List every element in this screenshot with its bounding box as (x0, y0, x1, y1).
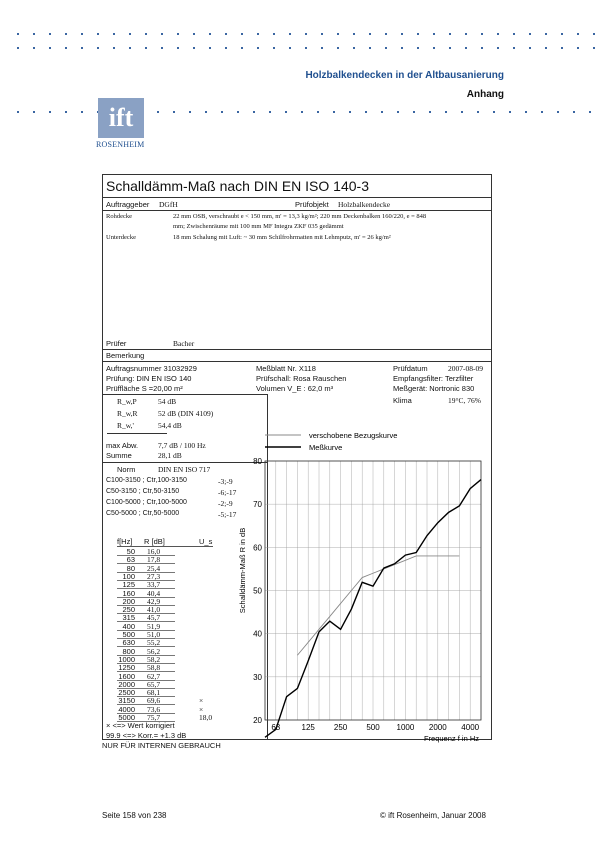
norm-value: DIN EN ISO 717 (158, 465, 211, 474)
table-r-value: 58,8 (147, 663, 161, 673)
table-r-value: 58,2 (147, 654, 161, 664)
rwp-label: R_w,P (117, 397, 137, 406)
dot-row-lower-right (150, 111, 600, 113)
rwr-label: R_w,R (117, 409, 138, 418)
norm-label: Norm (117, 465, 136, 474)
x-tick-label: 4000 (461, 723, 480, 732)
volumen: Volumen V_E : 62,0 m³ (256, 384, 334, 393)
table-r-value: 27,3 (147, 571, 161, 581)
pruefschall: Prüfschall: Rosa Rauschen (256, 374, 347, 383)
table-freq: 315 (122, 613, 135, 623)
table-r-value: 25,4 (147, 563, 161, 573)
table-freq: 250 (122, 605, 135, 615)
table-r-value: 16,0 (147, 547, 161, 556)
table-freq: 2500 (118, 688, 135, 698)
table-freq: 1000 (118, 654, 135, 664)
table-note-corrected: × <=> Wert korrigiert (106, 721, 175, 730)
table-freq: 500 (122, 630, 135, 639)
messgeraet: Meßgerät: Nortronic 830 (393, 384, 475, 393)
rwr-value: 52 dB (DIN 4109) (158, 409, 214, 418)
pruefer-value: Bacher (173, 339, 195, 348)
x-tick-label: 125 (301, 723, 315, 732)
pruefobjekt-value: Holzbalkendecke (338, 200, 391, 209)
klima-value: 19°C, 76% (448, 396, 481, 405)
table-freq: 50 (126, 547, 135, 556)
table-freq: 200 (122, 596, 135, 606)
c1-value: -3;-9 (218, 477, 233, 486)
table-r-value: 51,0 (147, 630, 161, 639)
table-r-value: 17,8 (147, 555, 161, 565)
y-tick-label: 60 (253, 543, 262, 553)
logo-subtext: ROSENHEIM (96, 140, 145, 149)
table-note-correction: 99.9 <=> Korr.= +1.3 dB (106, 731, 187, 740)
table-r-value: 68,1 (147, 688, 161, 698)
c4-label: C50-5000 ; Ctr,50-5000 (106, 510, 180, 517)
reference-curve (297, 556, 459, 655)
table-r-value: 55,2 (147, 638, 161, 648)
c4-value: -5;-17 (218, 510, 237, 519)
test-sheet (102, 174, 492, 743)
x-tick-label: 1000 (396, 723, 415, 732)
pruefobjekt-label: Prüfobjekt (295, 200, 329, 209)
ift-logo (98, 98, 144, 152)
dot-row-middle (10, 47, 600, 49)
table-r-value: 65,7 (147, 679, 161, 689)
x-axis-label: Frequenz f in Hz (423, 734, 479, 743)
table-r-value: 41,0 (147, 605, 161, 615)
table-u-value: × (199, 696, 204, 706)
x-tick-label: 63 (271, 723, 281, 732)
table-r-value: 73,6 (147, 704, 161, 714)
table-freq: 400 (122, 621, 135, 631)
table-r-value: 51,9 (147, 621, 161, 631)
c3-label: C100-5000 ; Ctr,100-5000 (106, 499, 187, 506)
table-freq: 3150 (118, 696, 135, 706)
rohdecke-label: Rohdecke (106, 213, 132, 220)
y-tick-label: 30 (253, 672, 262, 682)
sheet-title: Schalldämm-Maß nach DIN EN ISO 140-3 (106, 178, 369, 194)
bemerkung-label: Bemerkung (106, 351, 145, 360)
table-r-value: 69,6 (147, 696, 161, 706)
y-tick-label: 40 (253, 629, 262, 639)
table-header-r: R [dB] (144, 537, 165, 546)
sound-insulation-chart (231, 425, 491, 743)
rohdecke-line1: 22 mm OSB, verschraubt e < 150 mm, m' = 13,3 kg/m²; 220 mm Deckenbalken 160/220, e = 848 (173, 213, 427, 220)
c2-value: -6;-17 (218, 488, 237, 497)
table-freq: 100 (122, 571, 135, 581)
c2-label: C50-3150 ; Ctr,50-3150 (106, 488, 180, 495)
table-freq: 160 (122, 588, 135, 598)
c3-value: -2;-9 (218, 499, 233, 508)
empfangsfilter: Empfangsfilter: Terzfilter (393, 374, 474, 383)
table-freq: 80 (126, 563, 135, 573)
table-r-value: 40,4 (147, 588, 161, 598)
internal-use-note: NUR FÜR INTERNEN GEBRAUCH (102, 741, 221, 750)
table-freq: 5000 (118, 713, 135, 722)
table-u-value: × (199, 704, 204, 714)
auftraggeber-label: Auftraggeber (106, 200, 150, 209)
dot-row-top (10, 33, 600, 35)
table-freq: 1600 (118, 671, 135, 681)
messblatt: Meßblatt Nr. X118 (256, 364, 316, 373)
maxabw-value: 7,7 dB / 100 Hz (158, 441, 206, 450)
document-header-section: Anhang (466, 89, 504, 100)
table-freq: 630 (122, 638, 135, 648)
legend-label: Meßkurve (309, 443, 343, 452)
logo-text: ift (108, 103, 134, 132)
y-tick-label: 50 (253, 586, 262, 596)
rw-label: R_w,' (117, 421, 134, 430)
table-freq: 4000 (118, 704, 135, 714)
legend-label: verschobene Bezugskurve (309, 431, 398, 440)
rohdecke-line2: mm; Zwischenräume mit 100 mm MF Integra ZKF 035 gedämmt (173, 223, 344, 230)
table-freq: 800 (122, 646, 135, 656)
x-tick-label: 2000 (428, 723, 447, 732)
pruefung: Prüfung: DIN EN ISO 140 (106, 374, 192, 383)
auftraggeber-value: DGfH (159, 200, 178, 209)
x-tick-label: 250 (333, 723, 348, 732)
y-tick-label: 70 (253, 500, 262, 510)
y-tick-label: 20 (253, 716, 262, 725)
rw-value: 54,4 dB (158, 421, 182, 430)
table-freq: 125 (122, 580, 135, 590)
dot-row-lower (10, 111, 100, 113)
table-r-value: 62,7 (147, 671, 161, 681)
pruefdatum-label: Prüfdatum (393, 364, 428, 373)
summe-label: Summe (106, 451, 132, 460)
summe-value: 28,1 dB (158, 451, 182, 460)
table-header-u: U_s (199, 537, 213, 546)
document-header-title: Holzbalkendecken in der Altbausanierung (305, 70, 504, 81)
pruefdatum-value: 2007-08-09 (448, 364, 483, 373)
table-r-value: 42,9 (147, 596, 161, 606)
c1-label: C100-3150 ; Ctr,100-3150 (106, 477, 187, 484)
copyright: © ift Rosenheim, Januar 2008 (380, 811, 486, 820)
x-tick-label: 500 (366, 723, 380, 732)
pruefer-label: Prüfer (106, 339, 127, 348)
rwp-value: 54 dB (158, 397, 177, 406)
page-number: Seite 158 von 238 (102, 811, 167, 820)
auftragsnummer: Auftragsnummer 31032929 (106, 364, 197, 373)
unterdecke-value: 18 mm Schalung mit Luft: ~ 30 mm Schilfrohrmatten mit Lehmputz, m' = 26 kg/m² (173, 234, 391, 241)
table-r-value: 45,7 (147, 613, 161, 623)
table-freq: 2000 (118, 679, 135, 689)
table-r-value: 33,7 (147, 580, 161, 590)
klima-label: Klima (393, 396, 412, 405)
maxabw-label: max Abw. (106, 441, 139, 450)
unterdecke-label: Unterdecke (106, 234, 136, 241)
table-r-value: 75,7 (147, 713, 161, 722)
table-r-value: 56,2 (147, 646, 161, 656)
pruefflaeche: Prüffläche S =20,00 m² (106, 384, 183, 393)
table-freq: 1250 (118, 663, 135, 673)
table-freq: 63 (126, 555, 135, 565)
y-tick-label: 80 (253, 457, 262, 466)
table-u-value: 18,0 (199, 713, 213, 722)
table-header-f: f[Hz] (117, 537, 133, 546)
y-axis-label: Schalldämm-Maß R in dB (238, 527, 247, 614)
